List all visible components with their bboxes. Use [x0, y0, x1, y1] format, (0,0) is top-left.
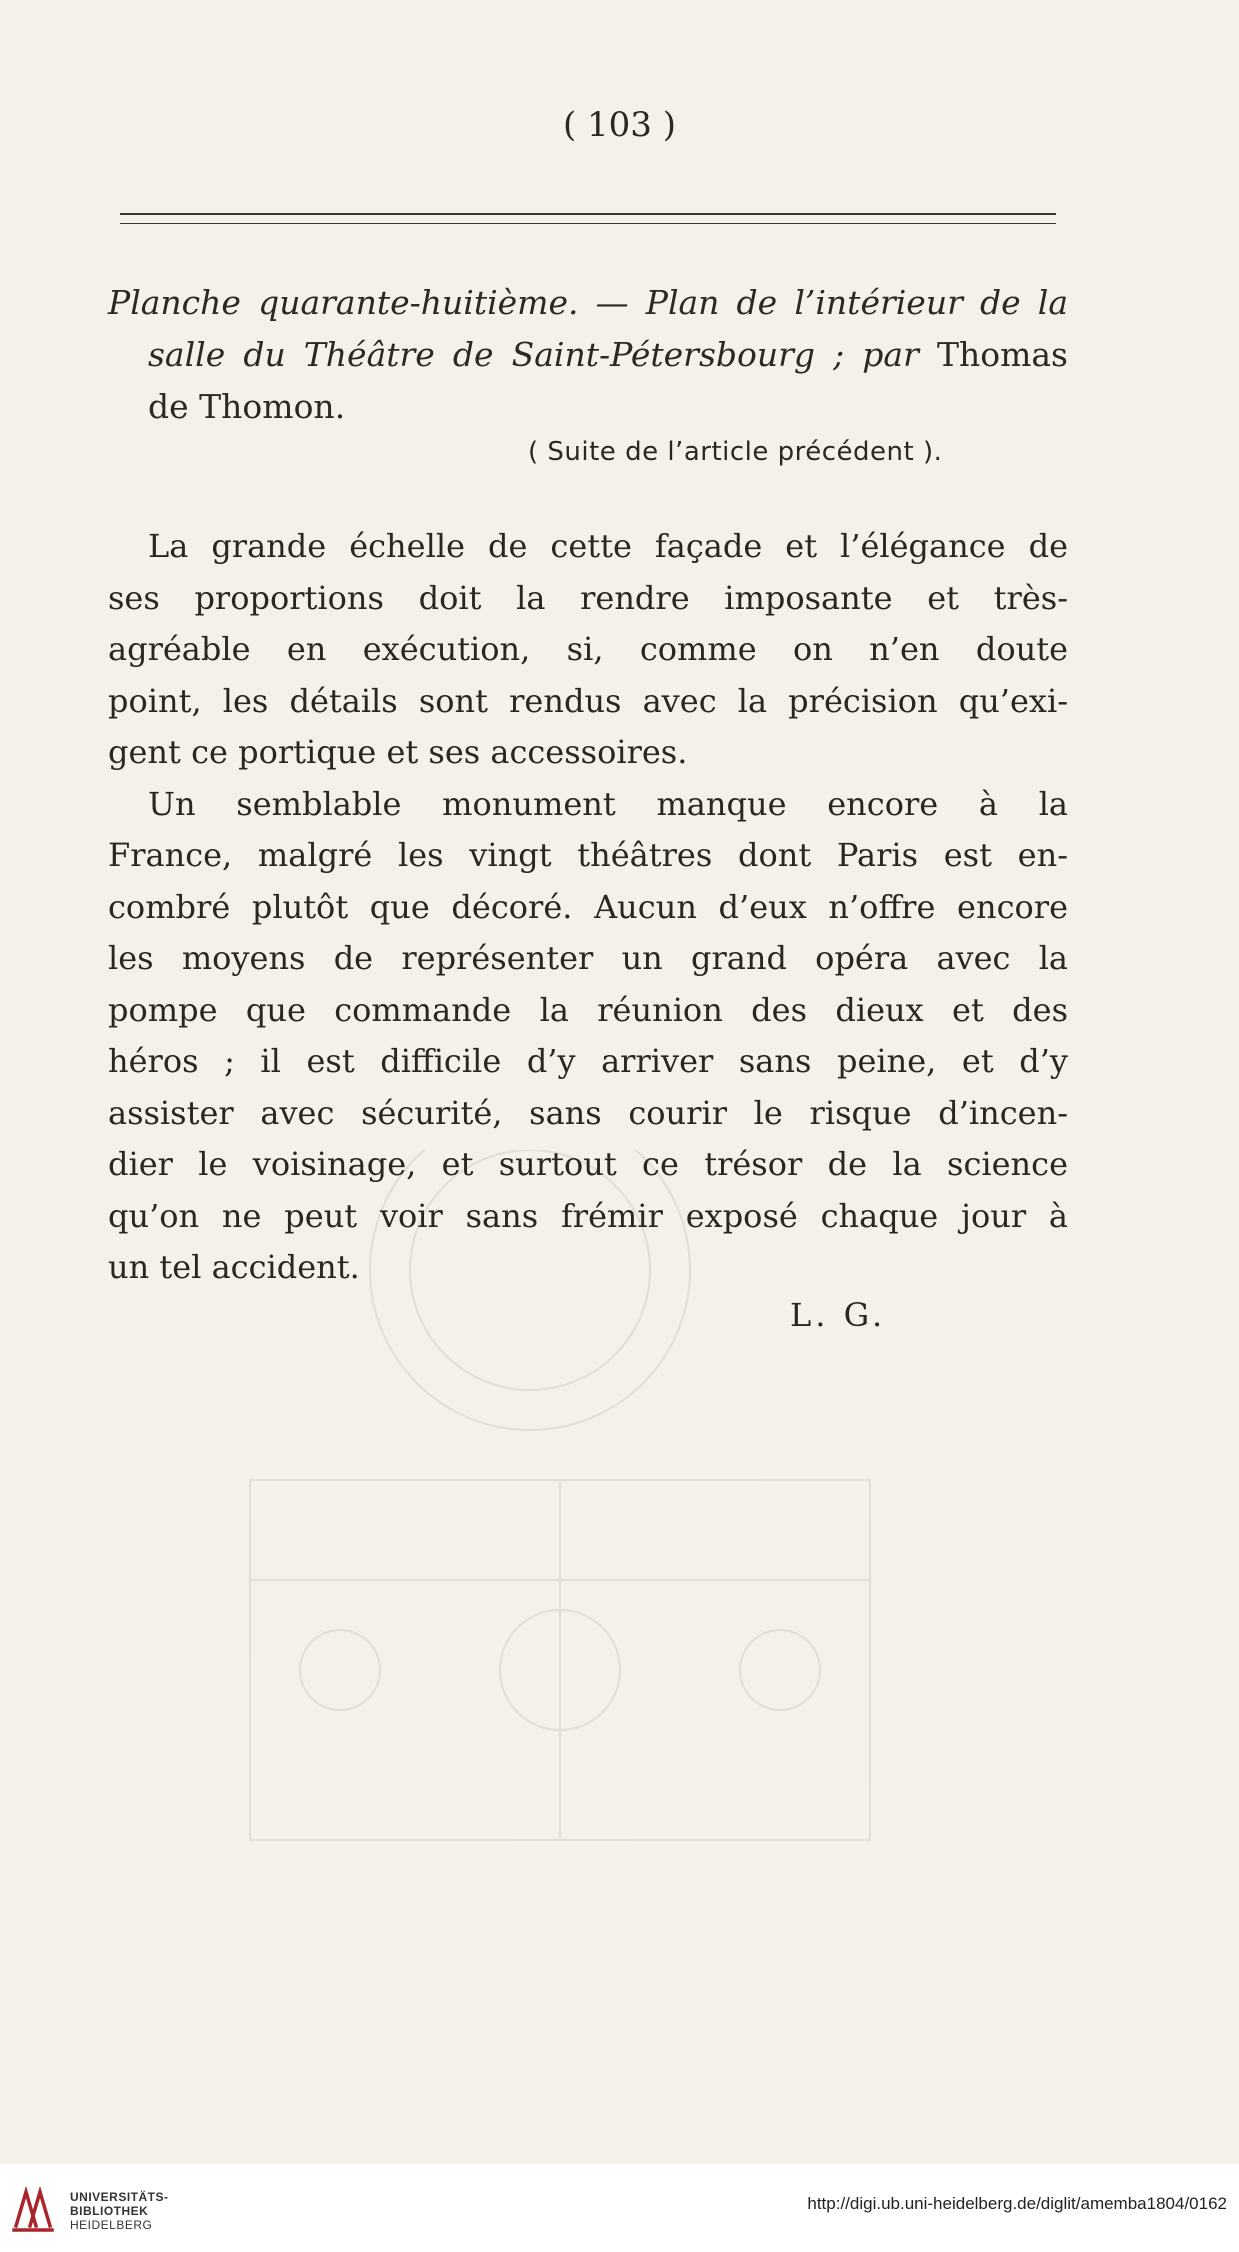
body-line: agréable en exécution, si, comme on n’en doute — [108, 630, 1068, 668]
continuation-note: ( Suite de l’article précédent ). — [528, 437, 943, 467]
permalink-url[interactable]: http://digi.ub.uni-heidelberg.de/diglit/amemba1804/0162 — [807, 2194, 1227, 2213]
body-line: France, malgré les vingt théâtres dont Paris est en- — [108, 836, 1068, 874]
body-line: les moyens de représenter un grand opéra avec la — [108, 939, 1068, 977]
plate-heading — [108, 277, 1068, 433]
header-rule-top — [120, 213, 1056, 215]
heading-line: de Thomon. — [148, 387, 346, 426]
page-number: ( 103 ) — [562, 105, 677, 145]
body-line: héros ; il est difficile d’y arriver sans peine, et d’y — [108, 1042, 1068, 1080]
heading-line — [108, 329, 1068, 381]
library-logo-text — [70, 2190, 169, 2232]
heading-line: Planche quarante-huitième. — Plan de l’intérieur de la — [108, 283, 1068, 322]
library-logo-icon — [12, 2182, 56, 2234]
body-line: Un semblable monument manque encore à la — [148, 784, 1068, 823]
body-line: gent ce portique et ses accessoires. — [108, 733, 688, 771]
logo-line: HEIDELBERG — [70, 2218, 153, 2232]
body-line: combré plutôt que décoré. Aucun d’eux n’offre encore — [108, 887, 1068, 926]
body-line: qu’on ne peut voir sans frémir exposé chaque jour à — [108, 1196, 1068, 1235]
body-line: dier le voisinage, et surtout ce trésor de la science — [108, 1145, 1068, 1183]
logo-line: UNIVERSITÄTS- — [70, 2190, 169, 2204]
heading-italic-part: salle du Théâtre de Saint-Pétersbourg ; par — [148, 335, 919, 374]
article-body — [108, 521, 1068, 1294]
author-signature: L. G. — [790, 1296, 887, 1334]
header-rule-bottom — [120, 223, 1056, 224]
body-line: pompe que commande la réunion des dieux et des — [108, 990, 1068, 1029]
body-line: La grande échelle de cette façade et l’élégance de — [148, 527, 1068, 565]
footer-bar — [0, 2164, 1239, 2252]
body-line: un tel accident. — [108, 1248, 360, 1286]
heading-roman-part: Thomas — [918, 335, 1068, 374]
body-line: assister avec sécurité, sans courir le risque d’incen- — [108, 1093, 1068, 1132]
body-line: ses proportions doit la rendre imposante et très- — [108, 578, 1068, 617]
logo-line: BIBLIOTHEK — [70, 2204, 149, 2218]
body-line: point, les détails sont rendus avec la précision qu’exi- — [108, 681, 1068, 720]
